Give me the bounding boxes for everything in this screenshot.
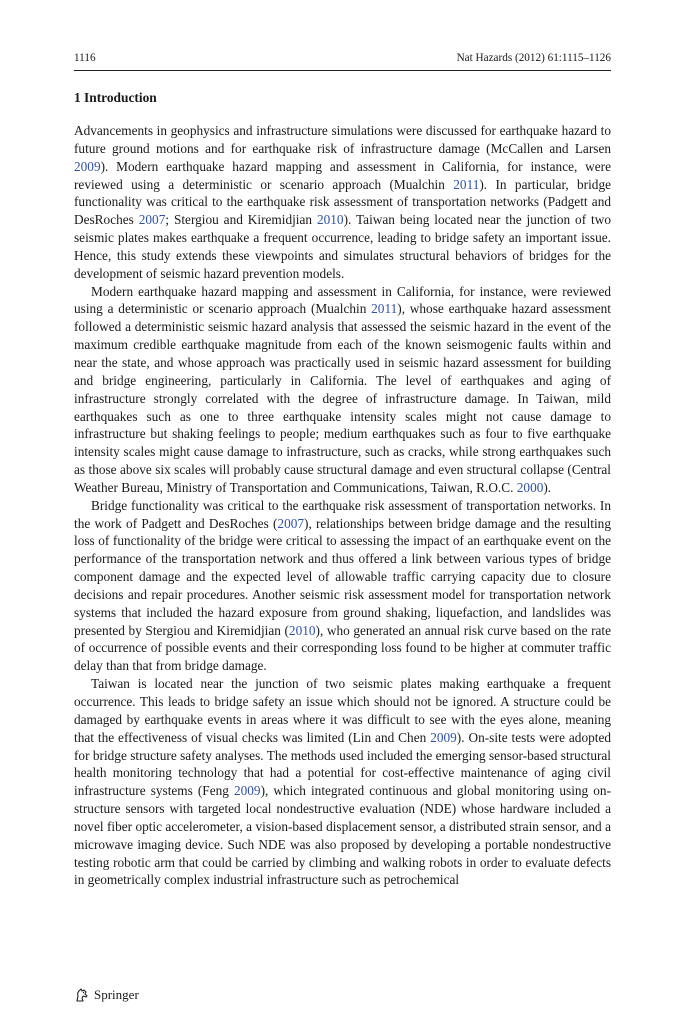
springer-horse-icon — [74, 987, 90, 1003]
article-body — [74, 122, 611, 889]
citation-link[interactable]: 2007 — [138, 212, 166, 228]
citation-link[interactable]: 2010 — [288, 622, 316, 638]
citation-link[interactable]: 2011 — [371, 301, 398, 317]
citation-link[interactable]: 2009 — [233, 783, 261, 799]
paragraph: Modern earthquake hazard mapping and assessment in California, for instance, were reviewed using a deterministic or scenario approach (Mualchin 2011), whose earthquake hazard assessment followed a deterministic seismic hazard analysis that assessed the seismic hazard in the event of the maximum credible earthquake magnitude from each of the known seismogenic faults within and near the state, and whose approach was practically used in seismic hazard assessment for building and bridge engineering, particularly in California. The level of earthquakes and aging of infrastructure strongly correlated with the degree of infrastructure damage. In Taiwan, mild earthquakes such as one to three earthquake intensity scales might not cause damage to infrastructure but shaking feelings to people; medium earthquakes such as four to five earthquake intensity scales might cause damage to infrastructure, such as cracks, while strong earthquakes such as those above six scales will probably cause structural damage and even structural collapse (Central Weather Bureau, Ministry of Transportation and Communications, Taiwan, R.O.C. 2000). — [74, 283, 611, 495]
journal-reference: Nat Hazards (2012) 61:1115–1126 — [456, 52, 611, 64]
citation-link[interactable]: 2000 — [516, 479, 544, 495]
citation-link[interactable]: 2011 — [453, 176, 480, 192]
paragraph: Taiwan is located near the junction of two seismic plates making earthquake a frequent occurrence. This leads to bridge safety an issue which should not be ignored. A structure could be damaged by earthquake events in areas where it was difficult to see with the eyes alone, meaning that the effectiveness of visual checks was limited (Lin and Chen 2009). On-site tests were adopted for bridge structure safety analyses. The methods used included the emerging sensor-based structural health monitoring technology that had a potential for cost-effective maintenance of aging civil infrastructure systems (Feng 2009), which integrated continuous and global monitoring using on-structure sensors with targeted local nondestructive evaluation (NDE) whose hardware included a novel fiber optic accelerometer, a vision-based displacement sensor, a distributed strain sensor, and a microwave imaging device. Such NDE was also proposed by developing a portable nondestructive testing robotic arm that could be carried by climbing and walking robots in order to evaluate defects in geometrically complex industrial infrastructure such as petrochemical — [74, 676, 611, 888]
section-heading: 1 Introduction — [74, 90, 157, 105]
publisher-name: Springer — [94, 987, 139, 1002]
citation-link[interactable]: 2010 — [316, 212, 344, 228]
publisher-footer — [74, 985, 139, 1005]
citation-link[interactable]: 2007 — [277, 515, 305, 531]
paragraph: Advancements in geophysics and infrastructure simulations were discussed for earthquake hazard to future ground motions and for earthquake risk of infrastructure damage (McCallen and Larsen 2009). Modern earthquake hazard mapping and assessment in California, for instance, were reviewed using a deterministic or scenario approach (Mualchin 2011). In particular, bridge functionality was critical to the earthquake risk assessment of transportation networks (Padgett and DesRoches 2007; Stergiou and Kiremidjian 2010). Taiwan being located near the junction of two seismic plates makes earthquake a frequent occurrence, leading to bridge safety an important issue. Hence, this study extends these viewpoints and simulates structural behaviors of bridges for the development of seismic hazard prevention models. — [74, 123, 611, 281]
header-rule — [74, 70, 611, 71]
citation-link[interactable]: 2009 — [74, 158, 101, 174]
paragraph: Bridge functionality was critical to the earthquake risk assessment of transportation networks. In the work of Padgett and DesRoches (2007), relationships between bridge damage and the resulting loss of functionality of the bridge were critical to assessing the impact of an earthquake event on the performance of the transportation network and thus offered a link between various types of bridge component damage and the expected level of allowable traffic carrying capacity due to closure decisions and repair procedures. Another seismic risk assessment model for transportation network systems that included the hazard exposure from ground shaking, liquefaction, and landslides was presented by Stergiou and Kiremidjian (2010), who generated an annual risk curve based on the rate of occurrence of possible events and their corresponding loss found to be higher at commuter traffic delay than that from bridge damage. — [74, 497, 612, 674]
running-header — [74, 50, 611, 66]
citation-link[interactable]: 2009 — [430, 729, 457, 745]
page-number: 1116 — [74, 52, 96, 64]
